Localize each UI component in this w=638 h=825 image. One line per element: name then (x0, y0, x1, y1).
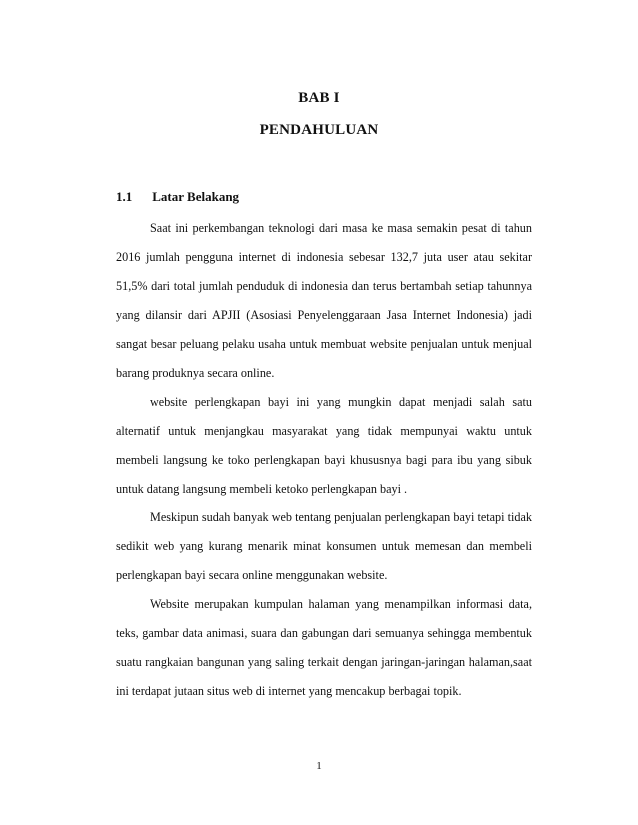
paragraph-3: Meskipun sudah banyak web tentang penjualan perlengkapan bayi tetapi tidak sedikit web yang kurang menarik minat konsumen untuk memesan dan membeli perlengkapan bayi secara online menggunakan website. (116, 510, 532, 582)
paragraph-4: Website merupakan kumpulan halaman yang menampilkan informasi data, teks, gambar data animasi, suara dan gabungan dari semuanya sehingga membentuk suatu rangkaian bangunan yang saling terkait dengan jaringan-jaringan halaman,saat ini terdapat jutaan situs web di internet yang mencakup berbagai topik. (116, 597, 532, 698)
section-title: Latar Belakang (152, 189, 240, 204)
chapter-title: PENDAHULUAN (259, 122, 379, 138)
paragraph-1: Saat ini perkembangan teknologi dari masa ke masa semakin pesat di tahun 2016 jumlah pengguna internet di indonesia sebesar 132,7 juta user atau sekitar 51,5% dari total jumlah penduduk di indonesia dan terus bertambah setiap tahunnya yang dilansir dari APJII (Asosiasi Penyelenggaraan Jasa Internet Indonesia) jadi sangat besar peluang pelaku usaha untuk membuat website penjualan untuk menjual barang produknya secara online. (116, 221, 532, 380)
chapter-number: BAB I (298, 90, 340, 106)
section-number: 1.1 (116, 189, 133, 204)
section-heading (116, 189, 239, 205)
page-number: 1 (316, 760, 322, 772)
paragraph-2: website perlengkapan bayi ini yang mungkin dapat menjadi salah satu alternatif untuk menjangkau masyarakat yang tidak mempunyai waktu untuk membeli langsung ke toko perlengkapan bayi khususnya bagi para ibu yang sibuk untuk datang langsung membeli ketoko perlengkapan bayi . (116, 395, 532, 496)
